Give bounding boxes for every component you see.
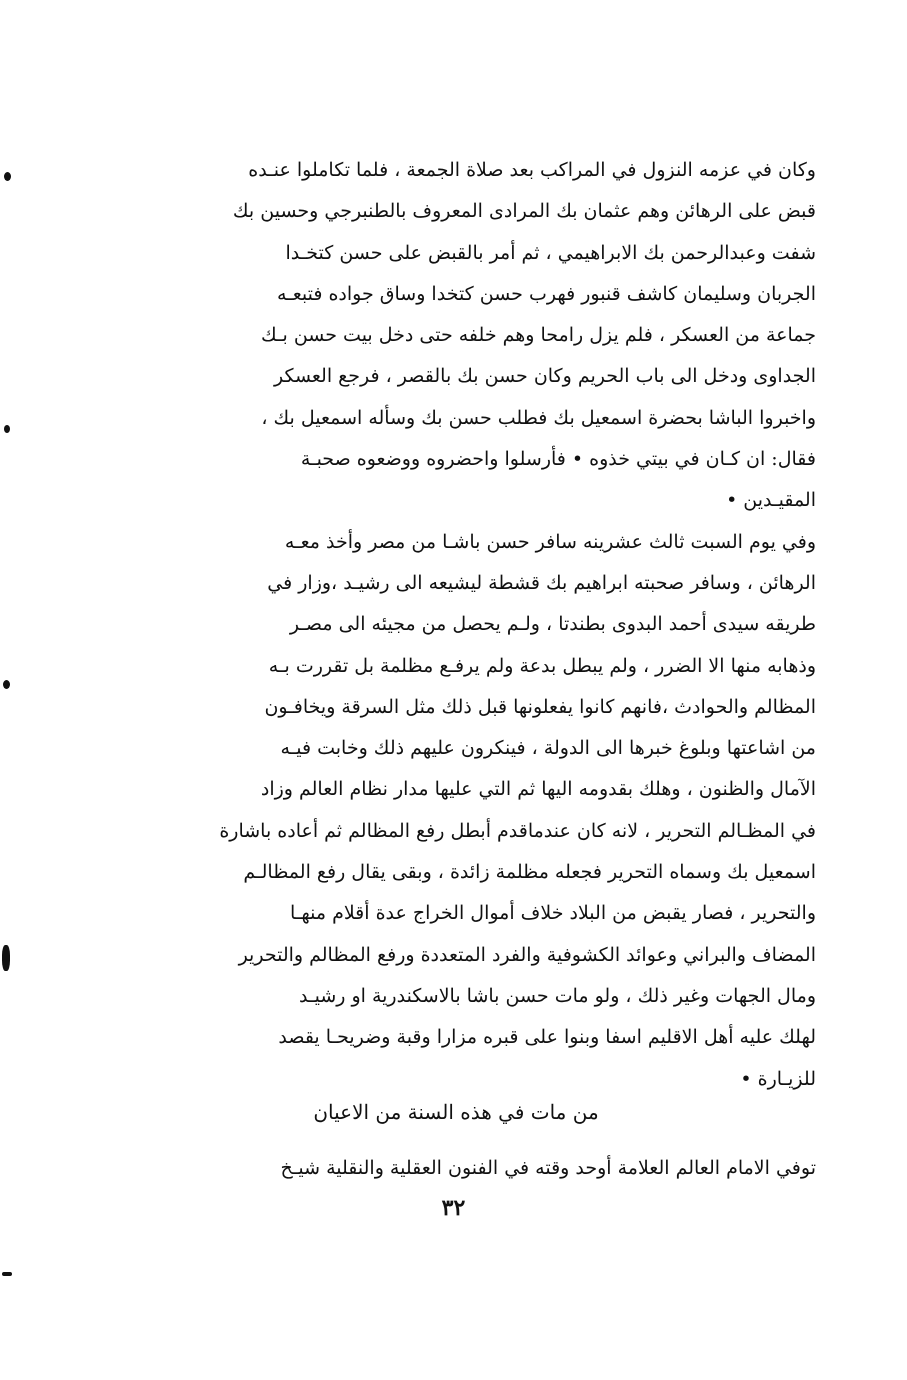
body-text — [96, 150, 816, 1100]
text-line: لهلك عليه أهل الاقليم اسفا وبنوا على قبره مزارا وقبة وضريحـا يقصد — [278, 1026, 816, 1049]
scan-mark — [3, 680, 10, 689]
text-line: شفت وعبدالرحمن بك الابراهيمي ، ثم أمر بالقبض على حسن كتخـدا — [285, 241, 816, 264]
scan-mark — [4, 425, 10, 433]
text-line: وفي يوم السبت ثالث عشرينه سافر حسن باشـا من مصر وأخذ معـه — [284, 530, 816, 553]
text-line: فقال: ان كـان في بيتي خذوه • فأرسلوا واحضروه ووضعوه صحبـة — [300, 448, 816, 471]
text-line: الرهائن ، وسافر صحبته ابراهيم بك قشطة ليشيعه الى رشيـد ،وزار في — [267, 571, 816, 594]
text-line: في المظـالم التحرير ، لانه كان عندماقدم أبطل رفع المظالم ثم أعاده باشارة — [219, 819, 816, 842]
scan-mark — [4, 172, 11, 181]
text-line: الآمال والظنون ، وهلك بقدومه اليها ثم التي عليها مدار نظام العالم وزاد — [260, 778, 816, 801]
scan-mark — [2, 1272, 12, 1276]
text-line: وذهابه منها الا الضرر ، ولم يبطل بدعة ولم يرفـع مظلمة بل تقررت بـه — [268, 654, 816, 677]
section-heading: من مات في هذه السنة من الاعيان — [313, 1100, 599, 1124]
text-line: ومال الجهات وغير ذلك ، ولو مات حسن باشا بالاسكندرية او رشيـد — [299, 984, 816, 1007]
text-line: قبض على الرهائن وهم عثمان بك المرادى المعروف بالطنبرجي وحسين بك — [232, 200, 816, 223]
text-line: المظالم والحوادث ،فانهم كانوا يفعلونها قبل ذلك مثل السرقة ويخافـون — [264, 695, 816, 718]
text-line: طريقه سيدى أحمد البدوى بطندتا ، ولـم يحصل من مجيئه الى مصـر — [289, 613, 816, 636]
text-line: الجربان وسليمان كاشف قنبور فهرب حسن كتخدا وساق جواده فتبعـه — [276, 282, 816, 305]
text-line: اسمعيل بك وسماه التحرير فجعله مظلمة زائدة ، وبقى يقال رفع المظالـم — [243, 861, 816, 884]
text-line: وكان في عزمه النزول في المراكب بعد صلاة الجمعة ، فلما تكاملوا عنـده — [248, 159, 816, 181]
section-first-line: توفي الامام العالم العلامة أوحد وقته في الفنون العقلية والنقلية شيـخ — [280, 1157, 816, 1179]
text-line: للزيـارة • — [740, 1067, 816, 1090]
scan-mark — [2, 945, 10, 971]
text-line: المقيـدين • — [726, 489, 816, 512]
text-line: والتحرير ، فصار يقبض من البلاد خلاف أموال الخراج عدة أقلام منهـا — [290, 902, 816, 925]
text-line: من اشاعتها وبلوغ خبرها الى الدولة ، فينكرون عليهم ذلك وخابت فيـه — [280, 737, 816, 760]
text-line: واخبروا الباشا بحضرة اسمعيل بك فطلب حسن بك وسأله اسمعيل بك ، — [261, 406, 816, 429]
page-number: ٣٢ — [441, 1195, 466, 1221]
text-line: جماعة من العسكر ، فلم يزل رامحا وهم خلفه حتى دخل بيت حسن بـك — [260, 324, 816, 347]
text-line: المضاف والبراني وعوائد الكشوفية والفرد المتعددة ورفع المظالم والتحرير — [238, 943, 816, 966]
text-line: الجداوى ودخل الى باب الحريم وكان حسن بك بالقصر ، فرجع العسكر — [273, 365, 816, 388]
